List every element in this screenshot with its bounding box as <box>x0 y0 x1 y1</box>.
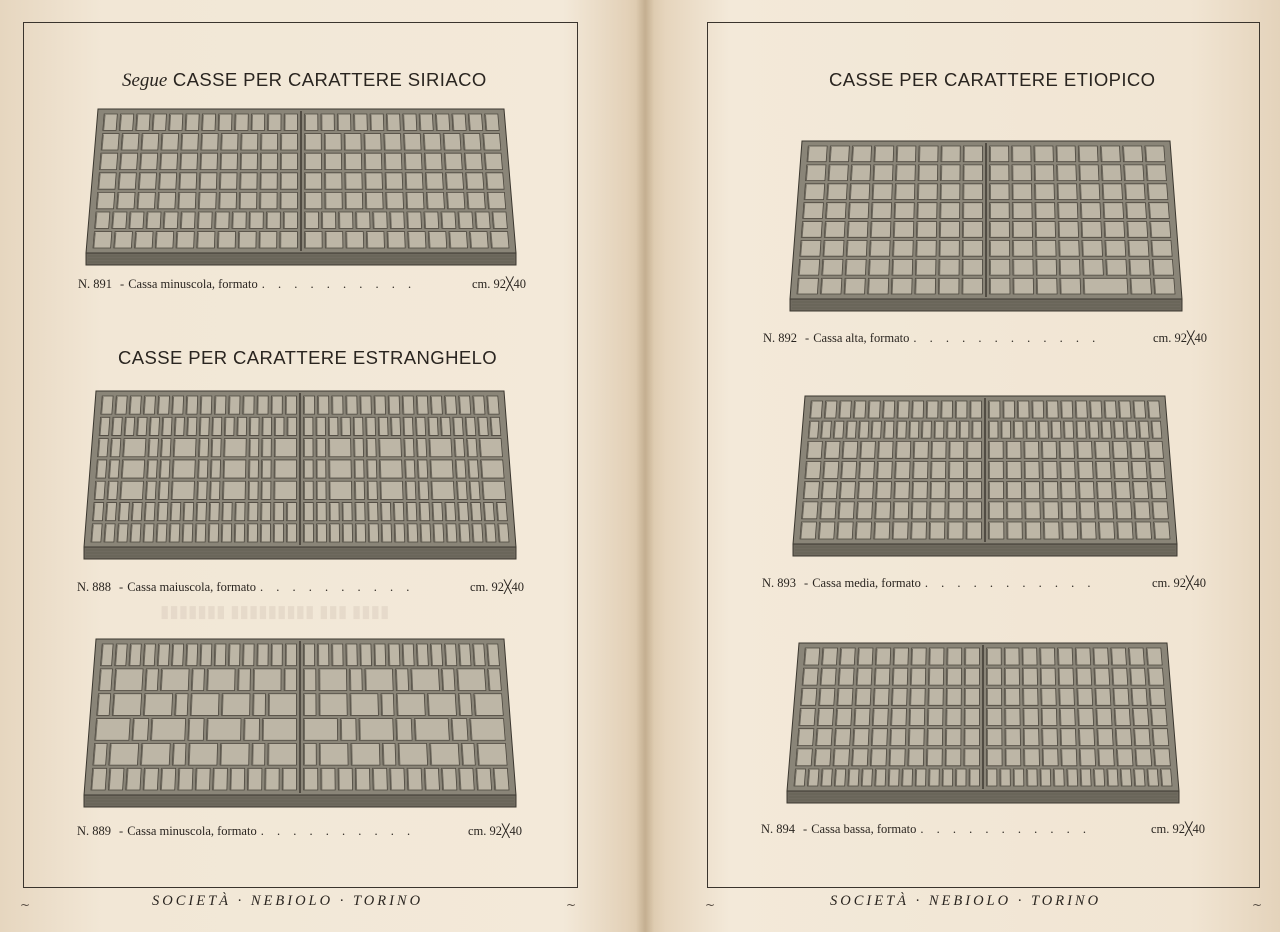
type-case-894-illustration <box>787 643 1179 803</box>
item-size: cm. 92╳40 <box>471 277 526 291</box>
type-case-888-illustration <box>84 391 516 559</box>
item-number: N. 892 <box>763 331 798 345</box>
leader-dots: . . . . . . . . . . <box>260 824 416 838</box>
segue-label: Segue <box>122 70 168 91</box>
syriac-heading-text: CASSE PER CARATTERE SIRIACO <box>172 69 487 90</box>
caption-892 <box>763 330 1207 346</box>
caption-893 <box>762 575 1206 591</box>
leader-dots: . . . . . . . . . . . <box>920 822 1092 836</box>
caption-888 <box>77 579 524 595</box>
item-number: N. 891 <box>78 277 113 291</box>
leader-dots: . . . . . . . . . . <box>261 277 417 291</box>
left-heading-estranghelo <box>118 347 497 369</box>
leader-dots: . . . . . . . . . . <box>260 580 415 594</box>
item-size: cm. 92╳40 <box>1151 576 1206 590</box>
type-case-893-illustration <box>793 396 1177 556</box>
item-description: Cassa maiuscola, formato <box>127 580 256 594</box>
separator: - <box>119 580 124 594</box>
right-footer-publisher: SOCIETÀ · NEBIOLO · TORINO <box>830 893 1102 909</box>
item-description: Cassa media, formato <box>812 576 921 590</box>
item-description: Cassa alta, formato <box>813 331 910 345</box>
page-mark-left: ~ <box>20 898 31 912</box>
separator: - <box>805 331 810 345</box>
type-case-889-illustration <box>84 639 516 807</box>
leader-dots: . . . . . . . . . . . <box>924 576 1096 590</box>
ethiopic-heading-text: CASSE PER CARATTERE ETIOPICO <box>829 69 1156 90</box>
item-description: Cassa minuscola, formato <box>127 824 257 838</box>
type-case-892-illustration <box>790 141 1182 311</box>
left-heading-syriac <box>122 69 487 92</box>
item-size: cm. 92╳40 <box>1152 331 1207 345</box>
separator: - <box>803 822 808 836</box>
leader-dots: . . . . . . . . . . . . <box>913 331 1101 345</box>
item-number: N. 888 <box>77 580 112 594</box>
page-mark-right: ~ <box>1252 898 1263 912</box>
type-case-891-illustration <box>86 109 516 265</box>
page-mark-right-center: ~ <box>705 898 716 912</box>
caption-891 <box>78 276 526 292</box>
caption-889 <box>77 823 522 839</box>
right-heading-ethiopic <box>829 69 1155 91</box>
item-number: N. 894 <box>761 822 796 836</box>
caption-894 <box>761 821 1205 837</box>
item-description: Cassa bassa, formato <box>811 822 917 836</box>
bleed-through-ghost: ▮▮▮▮ ▮▮▮ ▮▮▮▮▮▮▮▮▮ ▮▮▮▮▮▮▮ <box>160 602 390 621</box>
item-size: cm. 92╳40 <box>469 580 524 594</box>
item-size: cm. 92╳40 <box>467 824 522 838</box>
left-footer-publisher: SOCIETÀ · NEBIOLO · TORINO <box>152 893 424 909</box>
separator: - <box>804 576 809 590</box>
item-number: N. 893 <box>762 576 797 590</box>
item-number: N. 889 <box>77 824 112 838</box>
page-mark-left-center: ~ <box>566 898 577 912</box>
book-gutter <box>636 0 654 932</box>
item-description: Cassa minuscola, formato <box>128 277 258 291</box>
item-size: cm. 92╳40 <box>1150 822 1205 836</box>
separator: - <box>120 277 125 291</box>
separator: - <box>119 824 124 838</box>
estranghelo-heading-text: CASSE PER CARATTERE ESTRANGHELO <box>118 347 498 368</box>
